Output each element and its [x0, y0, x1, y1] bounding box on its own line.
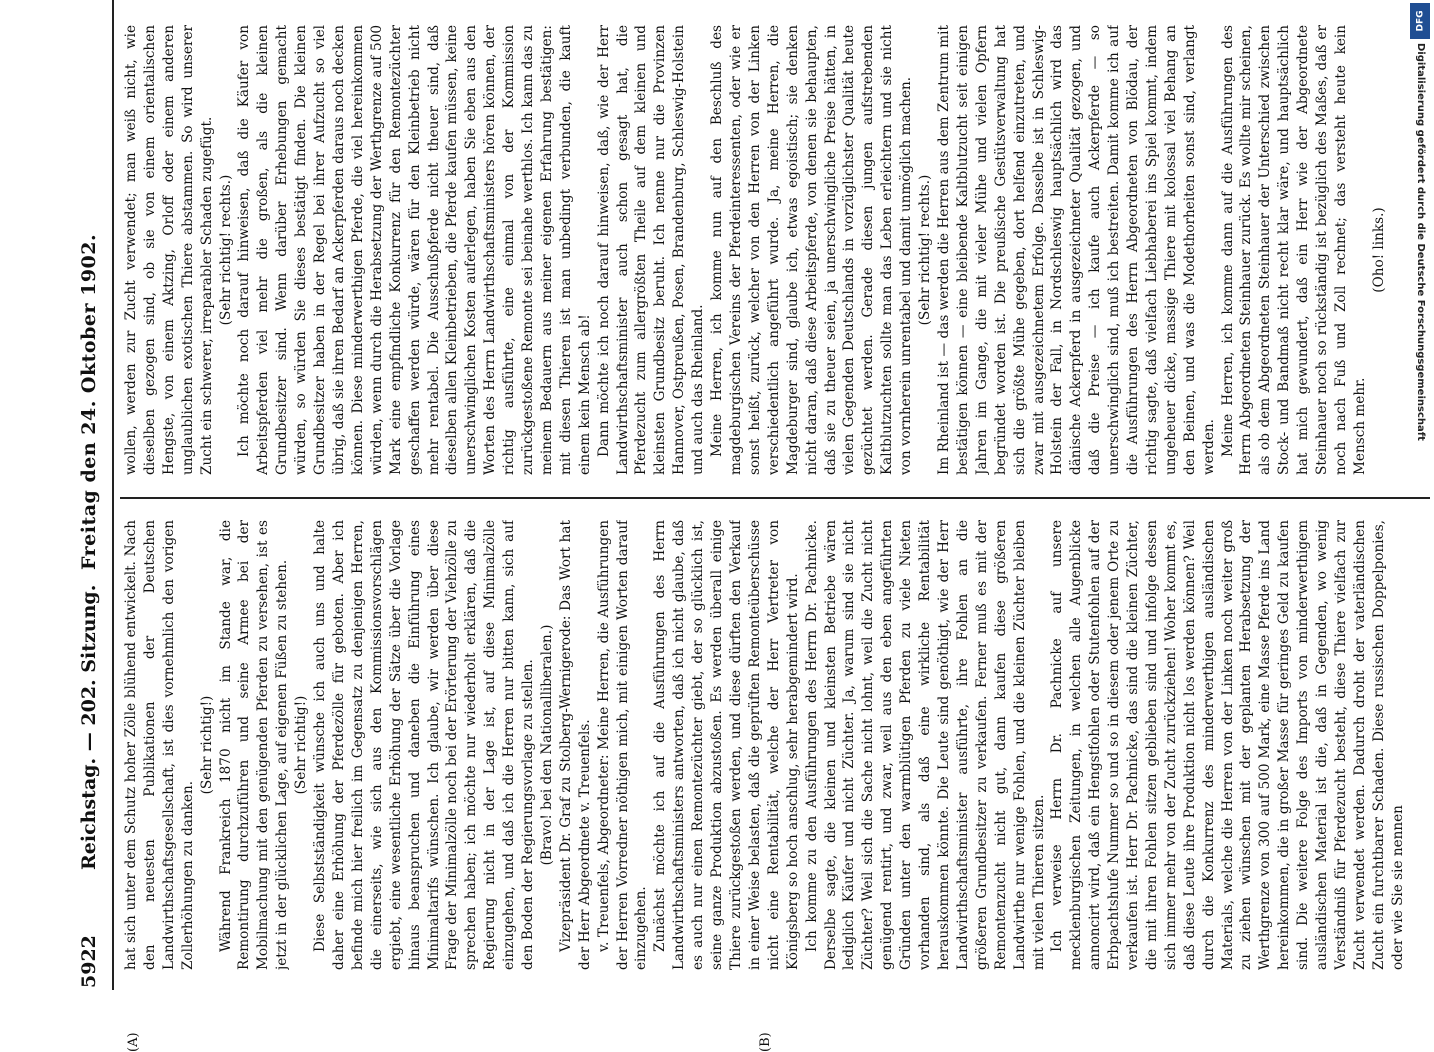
paragraph: Meine Herren, ich komme dann auf die Ausführungen des Herrn Abgeordneten Steinhauer zurück. Es wollte mir scheinen, als ob dem Abgeordneten Steinhauer der Unterschied zwischen Stock- und Bandmaß nicht recht klar wäre, und hauptsächlich hat mich gewundert, daß ein Herr wie der Abgeordnete Steinhauer noch so rückständig ist bezüglich des Maßes, daß er noch nach Fuß und Zoll rechnet; das versteht heute kein Mensch mehr.	[1219, 25, 1368, 475]
paragraph: Diese Selbstständigkeit wünsche ich auch uns und halte daher eine Erhöhung der Pferdezölle für geboten. Aber ich befinde mich hier freilich im Gegensatz zu denjenigen Herren, die einerseits, wie sich aus den Kommissionsvorschlägen ergiebt, eine wesentliche Erhöhung der Sätze über die Vorlage hinaus beanspruchen und daneben die Einführung eines Minimaltarifs wünschen. Ich glaube, wir werden über diese Frage der Minimalzölle noch bei der Erörterung der Viehzölle zu sprechen haben; ich möchte nur wiederholt erklären, daß die Regierung nicht in der Lage ist, auf diese Minimalzölle einzugehen, und daß ich die Herren nur bitten kann, sich auf den Boden der Regierungsvorlage zu stellen.	[312, 520, 537, 970]
margin-marker-b: (B)	[758, 1032, 773, 1052]
digitization-sidebar	[1409, 3, 1431, 763]
interjection: (Bravo! bei den Nationalliberalen.)	[538, 624, 555, 866]
paragraph: Während Frankreich 1870 nicht im Stande war, die Remontirung durchzuführen und seine Armee bei der Mobilmachung mit den genügenden Pferden zu versehen, ist es jetzt in der glücklichen Lage, auf eigenen Füßen zu stehen.	[217, 520, 291, 970]
header-rule	[112, 0, 114, 990]
paragraph: wollen, werden zur Zucht verwendet; man weiß nicht, wie dieselben gezogen sind, ob sie von einem orientalischen Hengste, von einem Aktzing, Orloff oder einem anderen unglaublichen exotischen Thiere abstammen. So wird unserer Zucht ein schwerer, irreparabler Schaden zugefügt.	[123, 25, 215, 475]
paragraph: Ich verweise Herrn Dr. Pachnicke auf unsere mecklenburgischen Zeitungen, in welchen alle Augenblicke annoncirt wird, daß ein Hengstfohlen oder Stutenfohlen auf der Erbpachtshufe Nummer so und so in diesem oder jenem Orte zu verkaufen ist. Herr Dr. Pachnicke, das sind die kleinen Züchter, die mit ihren Fohlen sitzen geblieben sind und infolge dessen sich immer mehr von der Zucht zurückziehen! Woher kommt es, daß diese Leute ihre Produktion nicht los werden können? Weil durch die Konkurrenz des minderwerthigen ausländischen Materials, welche die Herren von der Linken noch weiter groß zu ziehen wünschen mit der geplanten Herabsetzung der Werthgrenze von 300 auf 500 Mark, eine Masse Pferde ins Land hereinkommen, die in großer Masse für geringes Geld zu kaufen sind. Die weitere Folge des Imports von minderwerthigem ausländischen Material ist die, daß in Gegenden, wo wenig Verständniß für Pferdezucht besteht, diese Thiere vielfach zur Zucht verwendet werden. Dadurch droht der vaterländischen Zucht ein furchtbarer Schaden. Diese russischen Doppelponies, oder wie Sie sie nennen	[1049, 520, 1406, 970]
running-title: Reichstag. — 202. Sitzung.	[78, 584, 100, 870]
page-header	[70, 0, 110, 990]
paragraph: Zunächst möchte ich auf die Ausführungen des Herrn Landwirthschaftsministers antworten, daß ich nicht glaube, daß es auch nur einen Remontezüchter giebt, der so glücklich ist, seine ganze Produktion abzustoßen. Es werden überall einige Thiere zurückgestoßen werden, und diese dürften den Verkauf in einer Weise belasten, daß die geprüften Remonteüberschüsse nicht eine Rentabilität, welche der Herr Vertreter von Königsberg so hoch anschlug, sehr herabgemindert wird.	[652, 520, 801, 970]
dfg-logo: DFG	[1410, 3, 1430, 39]
column-divider	[120, 497, 1430, 499]
paragraph: Im Rheinland ist — das werden die Herren aus dem Zentrum mit bestätigen können — eine bleibende Kaltblutzucht seit einigen Jahren im Gange, die mit vieler Mühe und vielen Opfern begründet worden ist. Die preußische Gestütsverwaltung hat sich die größte Mühe gegeben, dort helfend einzutreten, und zwar mit ausgezeichnetem Erfolge. Dasselbe ist in Schleswig-Holstein der Fall, in Nordschleswig hauptsächlich wird das dänische Ackerpferd in ausgezeichneter Qualität gezogen, und daß die Preise — ich kaufe auch Ackerpferde — so unerschwinglich sind, muß ich bestreiten. Damit komme ich auf die Ausführungen des Herrn Abgeordneten von Blödau, der richtig sagte, daß vielfach Liebhaberei ins Spiel kommt, indem ungeheuer dicke, massige Thiere mit kolossal viel Behang an den Beinen, und was die Modethorheiten sonst sind, verlangt werden.	[935, 25, 1217, 475]
paragraph: Ich komme zu den Ausführungen des Herrn Dr. Pachnicke. Derselbe sagte, die kleinen und kleinsten Betriebe wären lediglich Käufer und nicht Züchter. Ja, warum sind sie nicht Züchter? Weil sich die Sache nicht lohnt, weil die Zucht nicht genügend rentirt, und zwar, weil aus den eben angeführten Gründen unter den warmblütigen Pferden zu viele Nieten vorhanden sind, als daß eine wirkliche Rentabilität herauskommen könnte. Die Leute sind genöthigt, wie der Herr Landwirthschaftsminister ausführte, ihre Fohlen an die größeren Grundbesitzer zu verkaufen. Ferner muß es mit der Remontenzucht nicht gut, dann kaufen diese größeren Landwirthe nur wenige Fohlen, und die kleinen Züchter bleiben mit vielen Thieren sitzen.	[803, 520, 1047, 970]
interjection: (Sehr richtig!)	[293, 695, 310, 795]
margin-marker-a: (A)	[126, 1032, 141, 1052]
page-date: Freitag den 24. Oktober 1902.	[78, 233, 100, 570]
paragraph: Meine Herren, ich komme nun auf den Beschluß des magdeburgischen Vereins der Pferdeinteressenten, oder wie er sonst heißt, zurück, welcher von den Herren von der Linken verschiedentlich angeführt wurde. Ja, meine Herren, die Magdeburger sind, glaube ich, etwas egoistisch; sie denken nicht daran, daß diese Arbeitspferde, von denen sie behaupten, daß sie zu theuer seien, ja unerschwingliche Preise hätten, in vielen Gegenden Deutschlands in vorzüglichster Qualität heute gezüchtet werden. Gerade diesen jungen aufstrebenden Kaltblutzuchten sollte man das Leben erleichtern und sie nicht von vornherein unrentabel und damit unmöglich machen.	[709, 25, 915, 475]
rotated-newspaper-page	[70, 0, 1434, 1052]
paragraph: Dann möchte ich noch darauf hinweisen, daß, wie der Herr Landwirthschaftsminister auch schon gesagt hat, die Pferdezucht zum allergrößten Theile auf dem kleinen und kleinsten Grundbesitz beruht. Ich nenne nur die Provinzen Hannover, Ostpreußen, Posen, Brandenburg, Schleswig-Holstein und auch das Rheinland.	[595, 25, 707, 475]
interjection: (Sehr richtig!)	[198, 695, 215, 795]
interjection: (Sehr richtig! rechts.)	[217, 174, 234, 326]
digitization-note: Digitalisierung gefördert durch die Deutsche Forschungsgemeinschaft	[1415, 43, 1426, 441]
interjection: (Oho! links.)	[1370, 207, 1387, 293]
paragraph: hat sich unter dem Schutz hoher Zölle blühend entwickelt. Nach den neuesten Publikationen der Deutschen Landwirthschaftsgesellschaft, ist dies vornehmlich den vorigen Zollerhöhungen zu danken.	[123, 520, 196, 970]
speaker-announcement: Vizepräsident Dr. Graf zu Stolberg-Wernigerode: Das Wort hat der Herr Abgeordnete v. Treuenfels.	[557, 520, 593, 970]
page-number: 5922	[78, 935, 100, 988]
right-column	[122, 25, 1432, 475]
interjection: (Sehr richtig! rechts.)	[917, 174, 934, 326]
speaker-paragraph: v. Treuenfels, Abgeordneter: Meine Herren, die Ausführungen der Herren Vorredner nöthigen mich, mit einigen Worten darauf einzugehen.	[595, 520, 650, 970]
left-column	[122, 520, 1432, 970]
paragraph: Ich möchte noch darauf hinweisen, daß die Käufer von Arbeitspferden viel mehr die großen, als die kleinen Grundbesitzer sind. Wenn darüber Erhebungen gemacht würden, so würden Sie dieses bestätigt finden. Die kleinen Grundbesitzer haben in der Regel bei ihrer Aufzucht so viel übrig, daß sie ihren Bedarf an Ackerpferden daraus noch decken können. Diese minderwerthigen Pferde, die viel hereinkommen würden, wenn durch die Herabsetzung der Werthgrenze auf 500 Mark eine empfindliche Konkurrenz für den Remontezüchter geschaffen werden würde, wären für den Kleinbetrieb nicht mehr rentabel. Die Ausschußpferde nicht theuer sind, daß dieselben allen Kleinbetrieben, die Pferde kaufen müssen, keine unerschwinglichen Kosten auferlegen, haben Sie eben aus den Worten des Herrn Landwirthschaftsministers hören können, der richtig ausführte, eine einmal von der Kommission zurückgestoßene Remonte sei beinahe werthlos. Ich kann das zu meinem Bedauern aus meiner eigenen Erfahrung bestätigen: mit diesen Thieren ist man unbedingt verbunden, die kauft einem kein Mensch ab!	[236, 25, 593, 475]
